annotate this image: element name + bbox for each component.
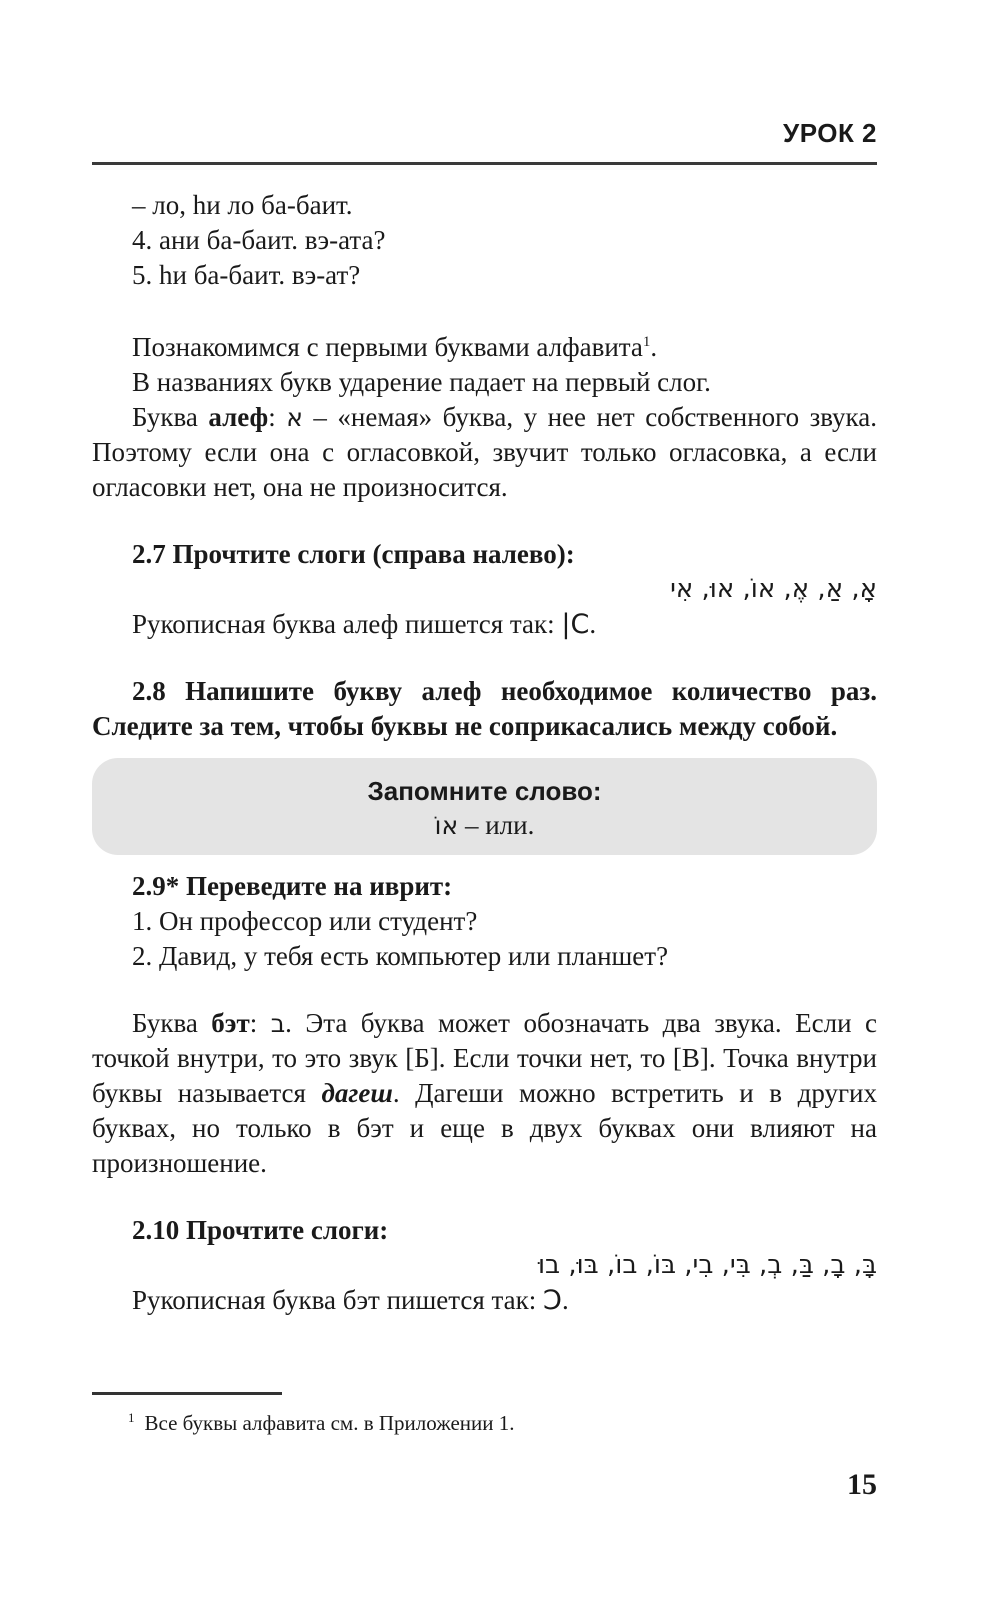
hebrew-letter-bet: ב xyxy=(270,1009,286,1038)
footnote: $^1$ Все буквы алфавита см. в Приложении 1. xyxy=(128,1410,515,1435)
exercise-2-8-heading: 2.8 Напишите букву алеф необходимое количество раз. Следите за тем, чтобы буквы не соприкасались между собой. xyxy=(92,676,877,741)
dialogue-line: 5. hи ба-баит. вэ-ат? xyxy=(132,260,361,290)
footnote-ref: 1 xyxy=(642,334,651,350)
intro-paragraph: В названиях букв ударение падает на первый слог. xyxy=(132,367,711,397)
list-item: 2. Давид, у тебя есть компьютер или планшет? xyxy=(132,941,669,971)
hebrew-letter-alef: א xyxy=(286,403,303,432)
remember-word: אוֹ – или. xyxy=(434,810,535,840)
footnote-divider xyxy=(92,1392,282,1395)
page-header xyxy=(92,118,877,165)
bet-paragraph: Буква бэт: ב. Эта буква может обозначать два звука. Если с точкой внутри, то это звук [Б]. Если точки нет, то [В]. Точка внутри буквы называется дагеш. Дагеши можно встретить и в других буквах, но только в бэт и еще в двух буквах они влияют на произношение. xyxy=(92,1008,877,1178)
exercise-2-9-heading: 2.9* Переведите на иврит: xyxy=(132,871,453,901)
exercise-2-10-heading: 2.10 Прочтите слоги: xyxy=(132,1215,389,1245)
remember-box xyxy=(92,758,877,855)
lesson-title: УРОК 2 xyxy=(783,118,877,148)
hebrew-syllables: אָ, אַ, אֶ, אוֹ, אוּ, אִי xyxy=(670,574,877,604)
list-item: 1. Он профессор или студент? xyxy=(132,906,478,936)
hebrew-syllables: בָּ, בָ, בַּ, בְ, בִּי, בִי, בּוֹ, בוֹ, בּוּ, בוּ xyxy=(537,1250,877,1280)
dialogue-line: – ло, hи ло ба-баит. xyxy=(132,190,353,220)
exercise-2-7-heading: 2.7 Прочтите слоги (справа налево): xyxy=(132,539,575,569)
remember-title: Запомните слово: xyxy=(367,776,602,806)
page-number: 15 xyxy=(847,1468,877,1501)
handwritten-bet-glyph: Ɔ xyxy=(543,1285,562,1316)
intro-paragraph: Познакомимся с первыми буквами алфавита$^1$. xyxy=(132,332,658,362)
handwritten-alef-glyph: |C xyxy=(561,609,590,640)
alef-paragraph: Буква алеф: א – «немая» буква, у нее нет собственного звука. Поэтому если она с огласовкой, звучит только огласовка, а если огласовки нет, она не произносится. xyxy=(92,402,878,502)
handwriting-note: Рукописная буква бэт пишется так: Ɔ. xyxy=(132,1285,569,1316)
handwriting-note: Рукописная буква алеф пишется так: |C. xyxy=(132,609,597,640)
dialogue-line: 4. ани ба-баит. вэ-ата? xyxy=(132,225,386,255)
page-content xyxy=(92,188,877,1318)
